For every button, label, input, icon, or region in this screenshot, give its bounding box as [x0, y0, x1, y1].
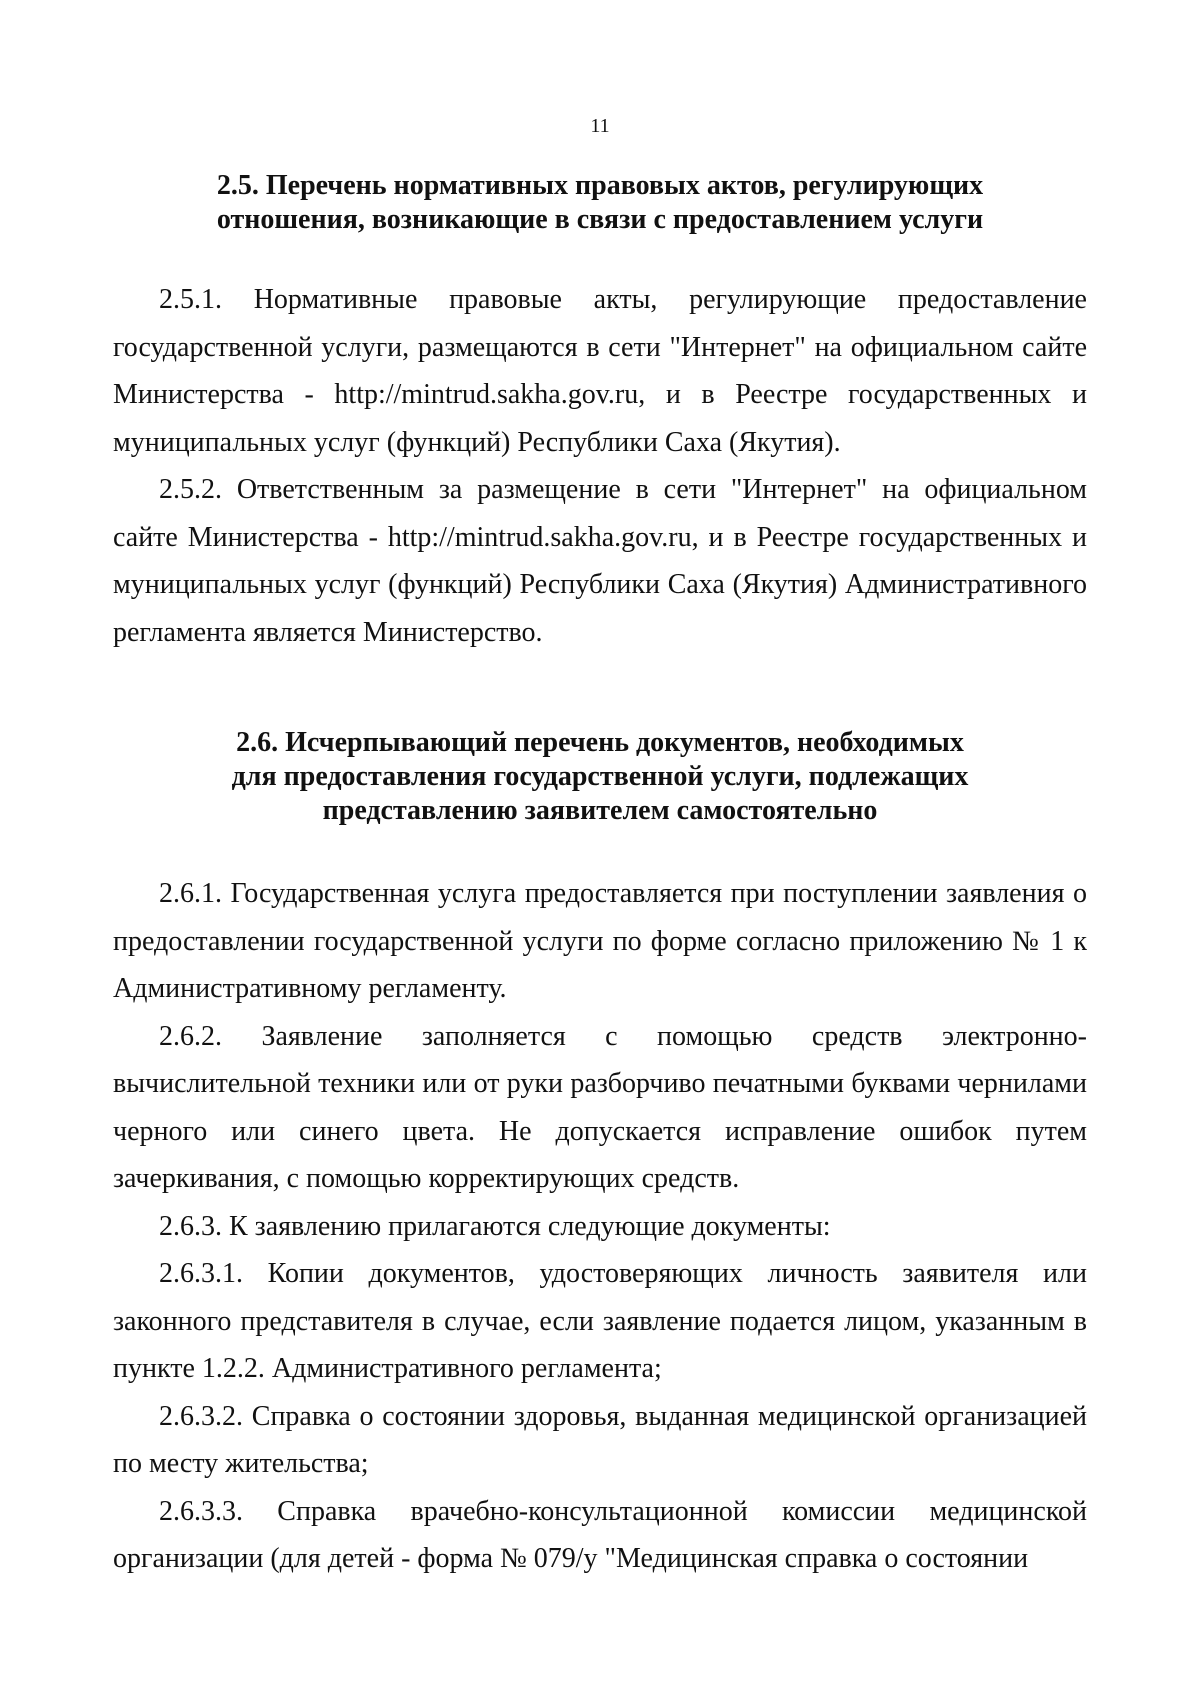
- section-2-5-body: [113, 276, 1087, 656]
- section-2-6-body: [113, 870, 1087, 1583]
- paragraph-2-6-3-2: 2.6.3.2. Справка о состоянии здоровья, выданная медицинской организацией по месту жительства;: [113, 1400, 1087, 1479]
- paragraph-2-6-3: 2.6.3. К заявлению прилагаются следующие документы:: [159, 1210, 831, 1242]
- section-2-6-heading: [113, 726, 1087, 828]
- paragraph-2-6-1: 2.6.1. Государственная услуга предоставляется при поступлении заявления о предоставлении государственной услуги по форме согласно приложению № 1 к Административному регламенту.: [113, 878, 1087, 1004]
- heading-line: 2.6. Исчерпывающий перечень документов, необходимых: [236, 727, 964, 758]
- page-number: 11: [590, 115, 610, 137]
- heading-line: 2.5. Перечень нормативных правовых актов, регулирующих: [216, 170, 984, 201]
- paragraph-2-6-3-3: 2.6.3.3. Справка врачебно-консультационной комиссии медицинской организации (для детей - форма № 079/у "Медицинская справка о состоянии: [113, 1495, 1087, 1574]
- paragraph-2-5-2: 2.5.2. Ответственным за размещение в сети "Интернет" на официальном сайте Министерства - http://mintrud.sakha.gov.ru, и в Реестре государственных и муниципальных услуг (функций) Республики Саха (Якутия) Административного регламента является Министерство.: [113, 474, 1087, 648]
- heading-line: представлению заявителем самостоятельно: [322, 795, 878, 826]
- heading-line: для предоставления государственной услуги, подлежащих: [231, 761, 969, 792]
- paragraph-2-6-2: 2.6.2. Заявление заполняется с помощью средств электронно-вычислительной техники или от руки разборчиво печатными буквами чернилами черного или синего цвета. Не допускается исправление ошибок путем зачеркивания, с помощью корректирующих средств.: [113, 1020, 1087, 1194]
- paragraph-2-5-1: 2.5.1. Нормативные правовые акты, регулирующие предоставление государственной услуги, размещаются в сети "Интернет" на официальном сайте Министерства - http://mintrud.sakha.gov.ru, и в Реестре государственных и муниципальных услуг (функций) Республики Саха (Якутия).: [113, 284, 1087, 458]
- paragraph-2-6-3-1: 2.6.3.1. Копии документов, удостоверяющих личность заявителя или законного представителя в случае, если заявление подается лицом, указанным в пункте 1.2.2. Административного регламента;: [113, 1258, 1087, 1384]
- heading-line: отношения, возникающие в связи с предоставлением услуги: [216, 204, 984, 235]
- section-2-5-heading: [113, 169, 1087, 237]
